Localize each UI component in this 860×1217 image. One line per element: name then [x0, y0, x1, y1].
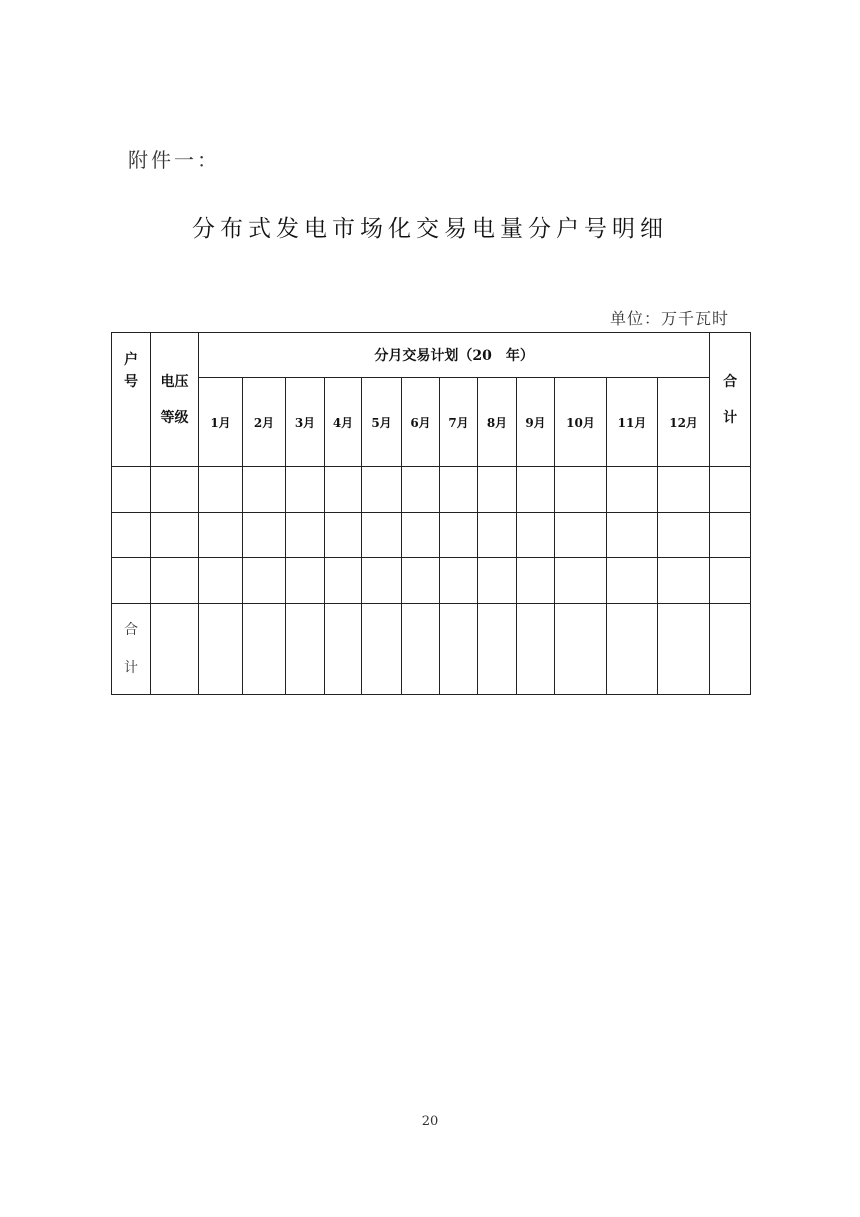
header-voltage-level [151, 333, 199, 467]
table-cell[interactable] [555, 513, 607, 558]
table-cell[interactable] [658, 604, 710, 695]
document-title: 分布式发电市场化交易电量分户号明细 [192, 216, 668, 242]
table-cell[interactable] [555, 558, 607, 604]
table-cell[interactable] [607, 604, 658, 695]
table-cell[interactable] [607, 467, 658, 513]
table-row [112, 467, 751, 513]
sum-row [112, 604, 751, 695]
table-cell[interactable] [112, 558, 151, 604]
attachment-label: 附件一： [128, 148, 220, 172]
header-month: 7月 [440, 378, 478, 467]
table-cell[interactable] [362, 513, 402, 558]
table-cell[interactable] [607, 513, 658, 558]
header-total-top: 合 [723, 373, 738, 390]
table-cell[interactable] [243, 513, 286, 558]
table-cell[interactable] [440, 558, 478, 604]
table-cell[interactable] [658, 558, 710, 604]
table-row [112, 513, 751, 558]
table-cell[interactable] [362, 604, 402, 695]
table-cell[interactable] [151, 604, 199, 695]
header-voltage-bottom: 等级 [160, 409, 189, 426]
table-cell[interactable] [517, 513, 555, 558]
table-cell[interactable] [555, 467, 607, 513]
table-cell[interactable] [325, 513, 362, 558]
header-month: 9月 [517, 378, 555, 467]
table-cell[interactable] [710, 558, 751, 604]
table-cell[interactable] [151, 558, 199, 604]
header-total [710, 333, 751, 467]
table-cell[interactable] [402, 558, 440, 604]
table-cell[interactable] [710, 513, 751, 558]
table-cell[interactable] [325, 604, 362, 695]
table-cell[interactable] [362, 467, 402, 513]
table-row [112, 558, 751, 604]
header-month: 3月 [286, 378, 325, 467]
header-voltage-top: 电压 [160, 373, 189, 390]
header-monthly-plan: 分月交易计划（20 年） [199, 333, 710, 378]
table-cell[interactable] [517, 604, 555, 695]
table-cell[interactable] [710, 604, 751, 695]
table-cell[interactable] [112, 467, 151, 513]
sum-label-top: 合 [124, 622, 138, 638]
table-cell[interactable] [243, 558, 286, 604]
header-account-bottom: 号 [124, 374, 138, 390]
monthly-trade-table [111, 332, 751, 695]
table-cell[interactable] [286, 558, 325, 604]
sum-row-label [112, 604, 151, 695]
table-cell[interactable] [478, 604, 517, 695]
header-month: 12月 [658, 378, 710, 467]
table-cell[interactable] [658, 513, 710, 558]
table-cell[interactable] [517, 467, 555, 513]
table-cell[interactable] [325, 558, 362, 604]
header-month: 6月 [402, 378, 440, 467]
table-cell[interactable] [286, 513, 325, 558]
table-cell[interactable] [710, 467, 751, 513]
table-cell[interactable] [402, 604, 440, 695]
table-cell[interactable] [555, 604, 607, 695]
table-cell[interactable] [440, 467, 478, 513]
table-cell[interactable] [151, 467, 199, 513]
table-cell[interactable] [286, 604, 325, 695]
table-cell[interactable] [402, 467, 440, 513]
table-cell[interactable] [112, 513, 151, 558]
header-month: 11月 [607, 378, 658, 467]
sum-label-bottom: 计 [124, 660, 138, 676]
page-number: 20 [421, 1114, 439, 1129]
header-month: 2月 [243, 378, 286, 467]
table-cell[interactable] [607, 558, 658, 604]
table-cell[interactable] [362, 558, 402, 604]
table-cell[interactable] [325, 467, 362, 513]
table-cell[interactable] [478, 558, 517, 604]
table-cell[interactable] [440, 513, 478, 558]
header-account-number [112, 333, 151, 467]
header-month: 5月 [362, 378, 402, 467]
table-cell[interactable] [199, 604, 243, 695]
header-month: 1月 [199, 378, 243, 467]
table-cell[interactable] [199, 558, 243, 604]
table-cell[interactable] [243, 604, 286, 695]
table-cell[interactable] [478, 467, 517, 513]
unit-label: 单位：万千瓦时 [610, 309, 730, 328]
table-cell[interactable] [402, 513, 440, 558]
header-month: 8月 [478, 378, 517, 467]
table-cell[interactable] [199, 467, 243, 513]
table-cell[interactable] [658, 467, 710, 513]
table-cell[interactable] [478, 513, 517, 558]
table-cell[interactable] [440, 604, 478, 695]
header-total-bottom: 计 [723, 409, 738, 426]
table-cell[interactable] [286, 467, 325, 513]
header-month: 10月 [555, 378, 607, 467]
header-month: 4月 [325, 378, 362, 467]
header-account-top: 户 [124, 352, 138, 368]
table-cell[interactable] [199, 513, 243, 558]
table-cell[interactable] [517, 558, 555, 604]
table-cell[interactable] [243, 467, 286, 513]
table-cell[interactable] [151, 513, 199, 558]
